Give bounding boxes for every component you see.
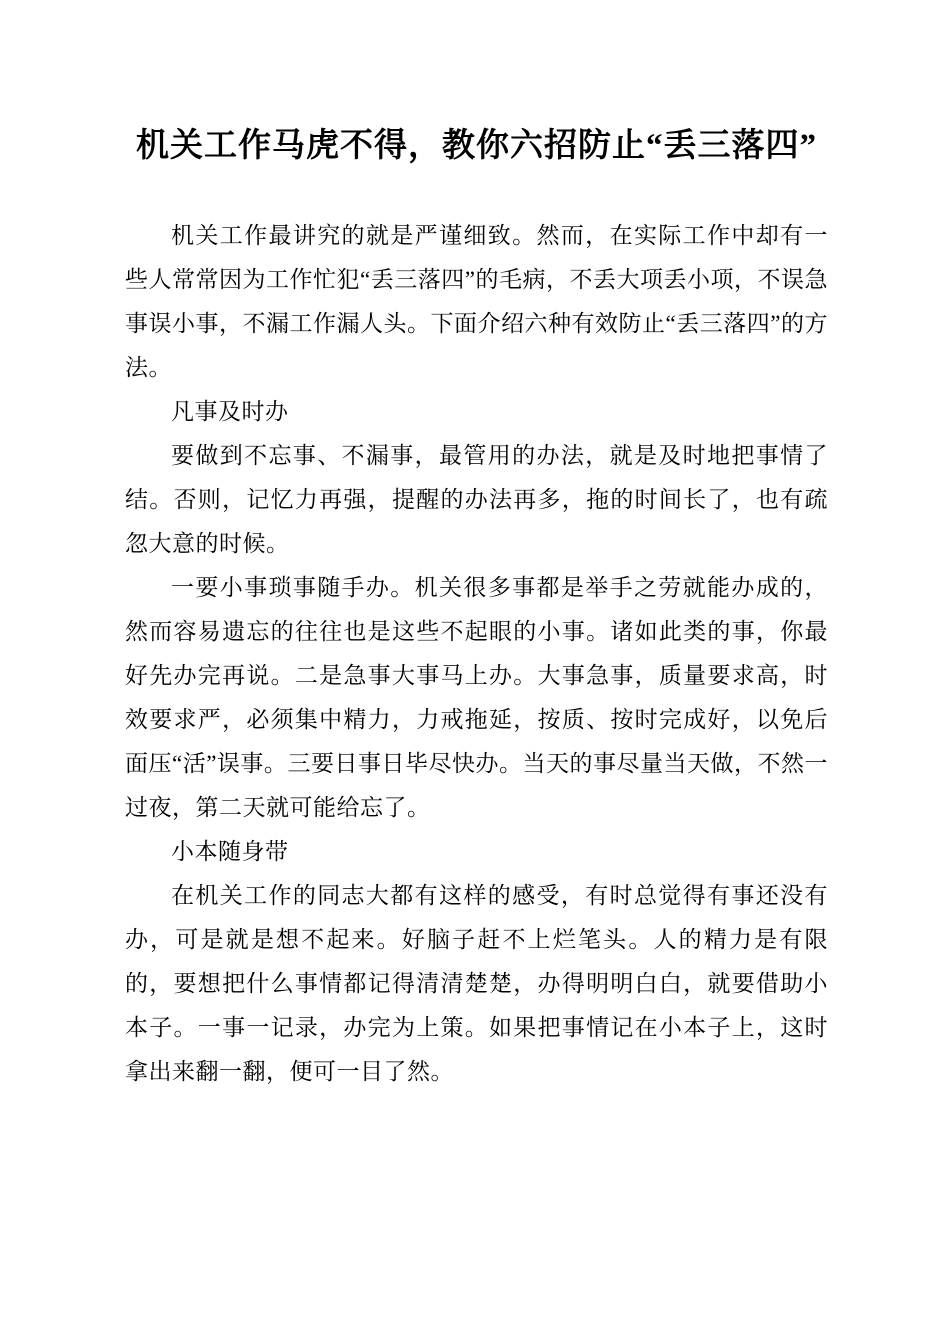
paragraph-intro: 机关工作最讲究的就是严谨细致。然而，在实际工作中却有一些人常常因为工作忙犯“丢三落四”的毛病，不丢大项丢小项，不误急事误小事，不漏工作漏人头。下面介绍六种有效防止“丢三落四”的方法。 xyxy=(125,223,828,381)
document-body xyxy=(125,214,828,1094)
paragraph: 一要小事琐事随手办。机关很多事都是举手之劳就能办成的，然而容易遗忘的往往也是这些不起眼的小事。诸如此类的事，你最好先办完再说。二是急事大事马上办。大事急事，质量要求高，时效要求严，必须集中精力，力戒拖延，按质、按时完成好，以免后面压“活”误事。三要日事日毕尽快办。当天的事尽量当天做，不然一过夜，第二天就可能给忘了。 xyxy=(125,575,828,821)
subheading-carry-notebook: 小本随身带 xyxy=(171,839,289,865)
subheading-do-things-promptly: 凡事及时办 xyxy=(171,399,289,425)
paragraph: 在机关工作的同志大都有这样的感受，有时总觉得有事还没有办，可是就是想不起来。好脑子赶不上烂笔头。人的精力是有限的，要想把什么事情都记得清清楚楚，办得明明白白，就要借助小本子。一事一记录，办完为上策。如果把事情记在小本子上，这时拿出来翻一翻，便可一目了然。 xyxy=(125,883,828,1085)
document-title: 机关工作马虎不得，教你六招防止“丢三落四” xyxy=(136,128,817,164)
paragraph: 要做到不忘事、不漏事，最管用的办法，就是及时地把事情了结。否则，记忆力再强，提醒的办法再多，拖的时间长了，也有疏忽大意的时候。 xyxy=(125,443,828,557)
